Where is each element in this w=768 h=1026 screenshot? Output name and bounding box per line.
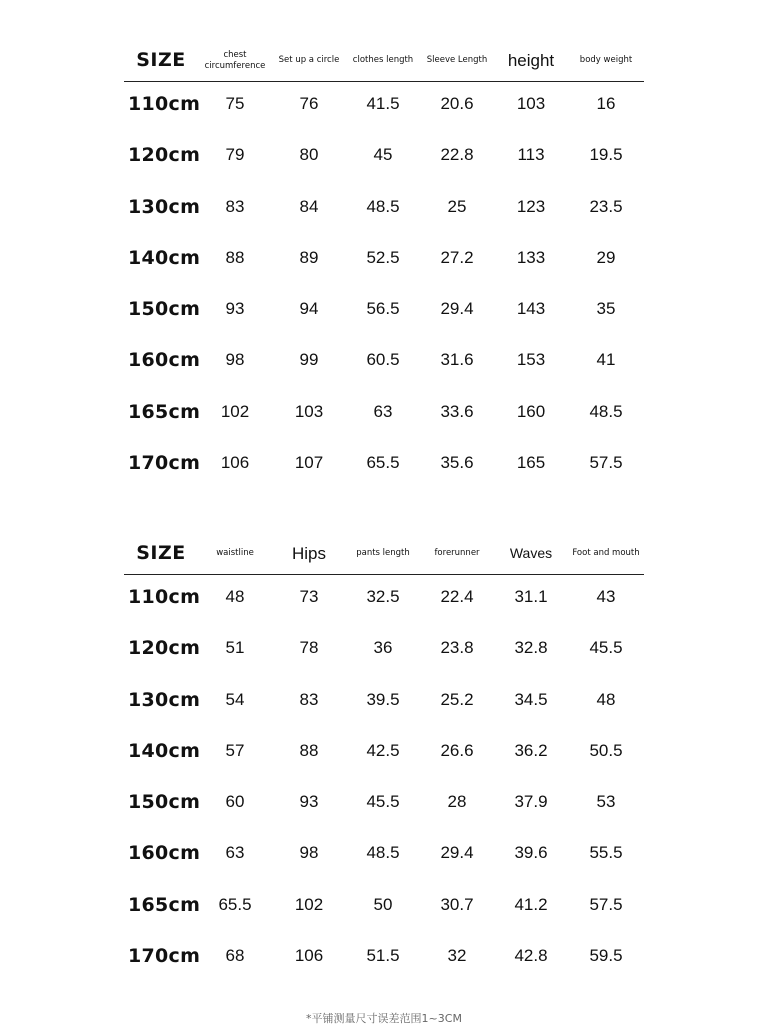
size-cell: 165cm [128, 893, 201, 916]
measurement-cell: 23.5 [589, 196, 623, 216]
table-row [124, 934, 644, 985]
column-header: Sleeve Length [426, 55, 488, 66]
measurement-cell: 50.5 [589, 740, 623, 760]
table-body [124, 82, 644, 492]
measurement-cell: 33.6 [440, 401, 474, 421]
measurement-cell: 88 [299, 740, 319, 760]
measurement-cell: 165 [516, 453, 546, 473]
measurement-cell: 42.8 [514, 946, 548, 966]
measurement-cell: 34.5 [514, 689, 548, 709]
size-cell: 150cm [128, 298, 201, 321]
measurement-cell: 88 [225, 247, 245, 267]
measurement-cell: 19.5 [589, 145, 623, 165]
measurement-cell: 42.5 [366, 740, 400, 760]
measurement-cell: 89 [299, 247, 319, 267]
table-row [124, 831, 644, 882]
measurement-cell: 41 [596, 350, 616, 370]
measurement-cell: 102 [294, 894, 324, 914]
size-cell: 150cm [128, 791, 201, 814]
measurement-cell: 106 [220, 453, 250, 473]
measurement-cell: 54 [225, 689, 245, 709]
measurement-cell: 106 [294, 946, 324, 966]
table-row [124, 729, 644, 780]
measurement-cell: 51.5 [366, 946, 400, 966]
table-header-row [124, 533, 644, 575]
size-cell: 160cm [128, 842, 201, 865]
measurement-cell: 93 [225, 299, 245, 319]
column-header: Waves [509, 544, 553, 561]
measurement-cell: 45.5 [366, 792, 400, 812]
column-header: Foot and mouth [572, 548, 640, 559]
measurement-cell: 73 [299, 587, 319, 606]
measurement-cell: 31.1 [514, 587, 548, 606]
measurement-cell: 53 [596, 792, 616, 812]
table-row [124, 185, 644, 236]
table-row [124, 575, 644, 626]
measurement-cell: 65.5 [366, 453, 400, 473]
measurement-cell: 39.6 [514, 843, 548, 863]
measurement-cell: 27.2 [440, 247, 474, 267]
measurement-cell: 29 [596, 247, 616, 267]
measurement-cell: 103 [294, 401, 324, 421]
measurement-cell: 22.8 [440, 145, 474, 165]
measurement-footnote: *平铺测量尺寸误差范围1~3CM [306, 1012, 462, 1025]
measurement-cell: 65.5 [218, 894, 252, 914]
measurement-cell: 16 [596, 94, 616, 113]
measurement-cell: 48.5 [366, 196, 400, 216]
measurement-cell: 76 [299, 94, 319, 113]
measurement-cell: 113 [517, 145, 545, 165]
measurement-cell: 48.5 [589, 401, 623, 421]
column-header: pants length [356, 548, 410, 559]
measurement-cell: 80 [299, 145, 319, 165]
measurement-cell: 59.5 [589, 946, 623, 966]
size-cell: 110cm [128, 93, 201, 115]
measurement-cell: 29.4 [440, 843, 474, 863]
measurement-cell: 43 [596, 587, 616, 606]
measurement-cell: 107 [294, 453, 324, 473]
measurement-cell: 32.5 [366, 587, 400, 606]
measurement-cell: 35 [596, 299, 616, 319]
size-cell: 120cm [128, 637, 201, 660]
table-row [124, 626, 644, 677]
measurement-cell: 37.9 [514, 792, 548, 812]
column-header: clothes length [352, 55, 414, 66]
measurement-cell: 93 [299, 792, 319, 812]
measurement-cell: 35.6 [440, 453, 474, 473]
table-row [124, 390, 644, 441]
measurement-cell: 45 [373, 145, 393, 165]
measurement-cell: 23.8 [440, 638, 474, 658]
measurement-cell: 63 [373, 401, 393, 421]
measurement-cell: 94 [299, 299, 319, 319]
measurement-cell: 57.5 [589, 894, 623, 914]
measurement-cell: 48 [225, 587, 245, 606]
measurement-cell: 36 [373, 638, 393, 658]
size-column-header: SIZE [136, 48, 186, 71]
measurement-cell: 51 [225, 638, 245, 658]
measurement-cell: 20.6 [440, 94, 474, 113]
measurement-cell: 160 [516, 401, 546, 421]
measurement-cell: 98 [225, 350, 245, 370]
column-header: forerunner [434, 548, 480, 559]
measurement-cell: 50 [373, 894, 393, 914]
measurement-cell: 48.5 [366, 843, 400, 863]
column-header: chest circumference [204, 49, 266, 71]
size-cell: 140cm [128, 246, 201, 269]
table-row [124, 441, 644, 492]
measurement-cell: 60 [225, 792, 245, 812]
measurement-cell: 123 [516, 196, 546, 216]
measurement-cell: 28 [447, 792, 467, 812]
column-header: body weight [579, 55, 633, 66]
table-row [124, 780, 644, 831]
measurement-cell: 29.4 [440, 299, 474, 319]
measurement-cell: 30.7 [440, 894, 474, 914]
measurement-cell: 55.5 [589, 843, 623, 863]
table-body [124, 575, 644, 985]
column-header: height [507, 50, 555, 70]
measurement-cell: 41.2 [514, 894, 548, 914]
size-cell: 170cm [128, 945, 201, 968]
size-cell: 140cm [128, 739, 201, 762]
measurement-cell: 57.5 [589, 453, 623, 473]
measurement-cell: 25.2 [440, 689, 474, 709]
measurement-cell: 22.4 [440, 587, 474, 606]
measurement-cell: 63 [225, 843, 245, 863]
size-cell: 110cm [128, 586, 201, 608]
size-cell: 160cm [128, 349, 201, 372]
measurement-cell: 32.8 [514, 638, 548, 658]
measurement-cell: 36.2 [514, 740, 548, 760]
table-row [124, 287, 644, 338]
measurement-cell: 83 [299, 689, 319, 709]
measurement-cell: 57 [225, 740, 245, 760]
size-cell: 170cm [128, 452, 201, 475]
size-chart-bottom-table [124, 533, 644, 985]
size-chart-top-table [124, 40, 644, 492]
measurement-cell: 103 [516, 94, 546, 113]
measurement-cell: 45.5 [589, 638, 623, 658]
column-header: waistline [216, 548, 254, 559]
size-cell: 130cm [128, 688, 201, 711]
table-row [124, 338, 644, 389]
measurement-cell: 52.5 [366, 247, 400, 267]
table-row [124, 678, 644, 729]
measurement-cell: 60.5 [366, 350, 400, 370]
measurement-cell: 68 [225, 946, 245, 966]
table-row [124, 82, 644, 133]
measurement-cell: 48 [596, 689, 616, 709]
measurement-cell: 143 [516, 299, 546, 319]
table-header-row [124, 40, 644, 82]
measurement-cell: 39.5 [366, 689, 400, 709]
measurement-cell: 56.5 [366, 299, 400, 319]
measurement-cell: 31.6 [440, 350, 474, 370]
measurement-cell: 153 [516, 350, 546, 370]
measurement-cell: 75 [225, 94, 245, 113]
column-header: Hips [291, 543, 326, 563]
measurement-cell: 133 [516, 247, 546, 267]
measurement-cell: 26.6 [440, 740, 474, 760]
table-row [124, 133, 644, 184]
measurement-cell: 79 [225, 145, 245, 165]
measurement-cell: 83 [225, 196, 245, 216]
measurement-cell: 32 [447, 946, 467, 966]
measurement-cell: 25 [447, 196, 467, 216]
measurement-cell: 41.5 [366, 94, 400, 113]
size-cell: 165cm [128, 400, 201, 423]
table-row [124, 883, 644, 934]
measurement-cell: 102 [220, 401, 250, 421]
measurement-cell: 99 [299, 350, 319, 370]
size-cell: 120cm [128, 144, 201, 167]
size-cell: 130cm [128, 195, 201, 218]
column-header: Set up a circle [278, 55, 340, 66]
measurement-cell: 98 [299, 843, 319, 863]
measurement-cell: 78 [299, 638, 319, 658]
measurement-cell: 84 [299, 196, 319, 216]
size-column-header: SIZE [136, 541, 186, 564]
table-row [124, 236, 644, 287]
